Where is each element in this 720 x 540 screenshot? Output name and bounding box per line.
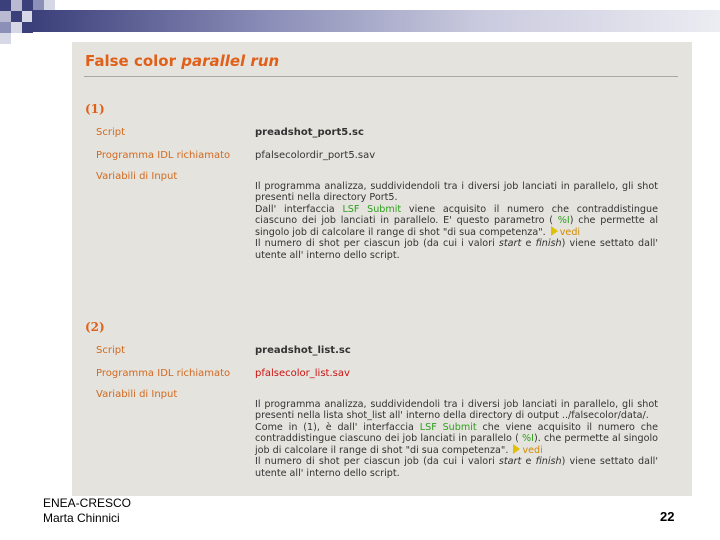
idl-program-label: Programma IDL richiamato xyxy=(96,368,231,379)
input-variables-description: Il programma analizza, suddividendoli tra i diversi job lanciati in parallelo, gli shot presenti nella lista shot_list all' interno della directory di output ../falsecolor/data/. Come in (1), è dall' interfaccia LSF Submit che viene acquisito il numero che contraddistingue ciascuno dei job lanciati in parallelo ( %I). che permette al singolo job di calcolare il range di shot "di sua competenza". vedi Il numero di shot per ciascun job (da cui i valori start e finish) viene settato dall' utente all' interno dello script. xyxy=(255,399,659,479)
page-number: 22 xyxy=(660,509,675,524)
vedi-link[interactable]: vedi xyxy=(559,227,581,239)
footer-credits xyxy=(43,496,131,526)
title-divider xyxy=(84,76,678,77)
idl-program-value: pfalsecolordir_port5.sav xyxy=(255,150,376,161)
idl-program-label: Programma IDL richiamato xyxy=(96,150,231,161)
script-label: Script xyxy=(96,127,126,138)
screenshot-panel xyxy=(72,42,692,496)
input-variables-description: Il programma analizza, suddividendoli tra i diversi job lanciati in parallelo, gli shot presenti nella directory Port5. Dall' interfaccia LSF Submit viene acquisito il numero che contraddistingue ciascuno dei job lanciati in parallelo. E' questo parametro ( %I) che permette al singolo job di calcolare il range di shot "di sua competenza". vedi Il numero di shot per ciascun job (da cui i valori start e finish) viene settato dall' utente all' interno dello script. xyxy=(255,181,658,261)
play-arrow-icon xyxy=(513,444,520,454)
idl-program-value: pfalsecolor_list.sav xyxy=(255,368,350,379)
play-arrow-icon xyxy=(551,226,558,236)
footer-org: ENEA-CRESCO xyxy=(43,496,132,510)
script-value: preadshot_port5.sc xyxy=(255,127,364,138)
header-bar xyxy=(32,10,720,32)
script-label: Script xyxy=(96,345,126,356)
input-variables-label: Variabili di Input xyxy=(96,389,178,400)
page-title: False color parallel run xyxy=(85,52,280,70)
section-number: (1) xyxy=(85,102,105,116)
script-value: preadshot_list.sc xyxy=(255,345,351,356)
input-variables-label: Variabili di Input xyxy=(96,171,178,182)
vedi-link[interactable]: vedi xyxy=(522,445,543,457)
footer-author: Marta Chinnici xyxy=(43,511,120,525)
section-number: (2) xyxy=(85,320,105,334)
